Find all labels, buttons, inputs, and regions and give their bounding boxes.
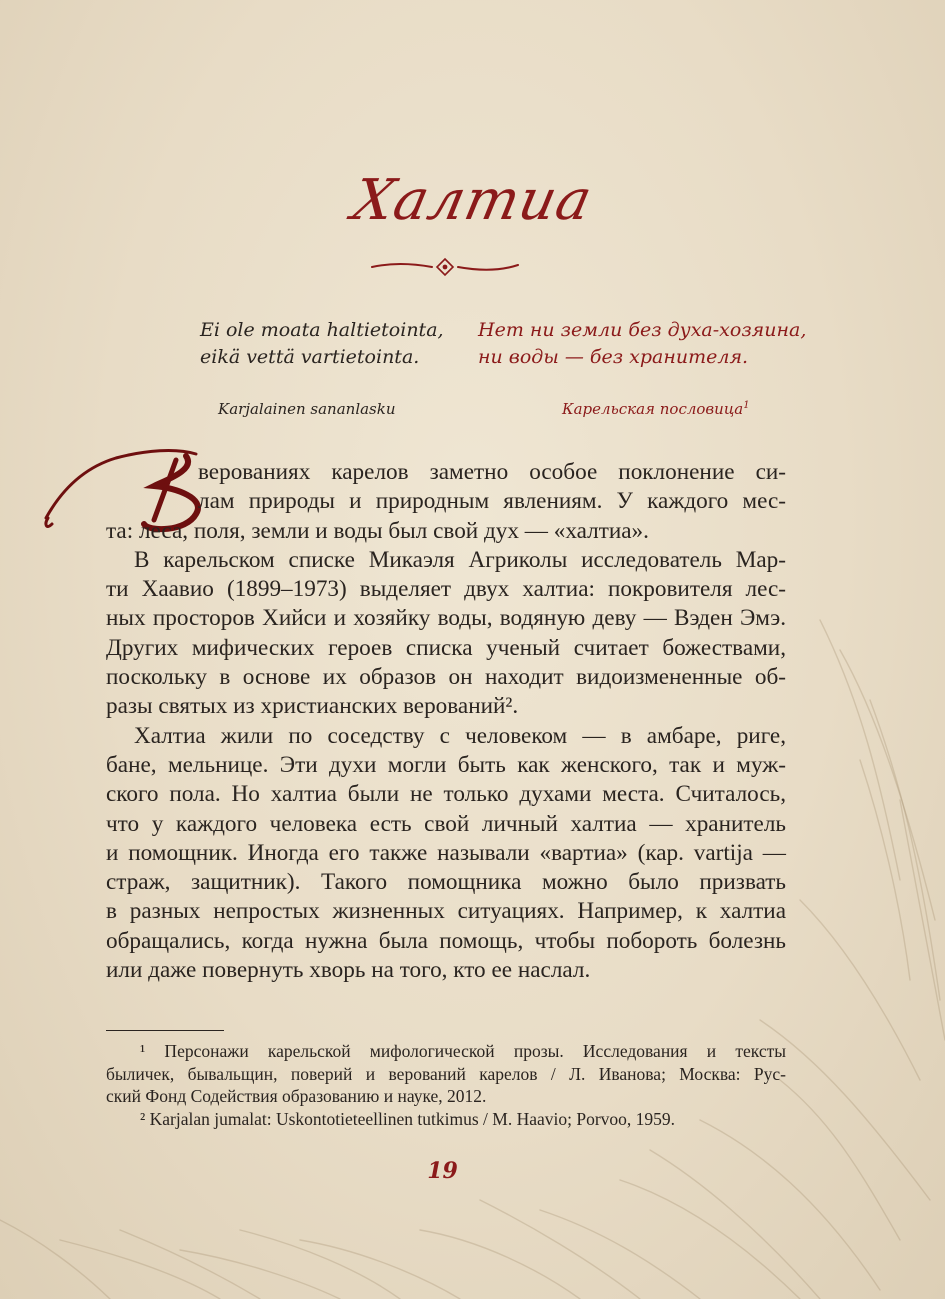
epigraph-finnish xyxy=(200,317,444,371)
paragraph-1 xyxy=(106,458,786,546)
footnote-divider xyxy=(106,1030,224,1031)
p1-line-3: та: леса, поля, земли и воды был свой дух — «халтиа». xyxy=(106,517,649,544)
p3-line-6: страж, защитник). Такого помощника можно было призвать xyxy=(106,869,786,896)
p3-line-3: ского пола. Но халтиа были не только духами места. Считалось, xyxy=(106,781,786,808)
title-ornament xyxy=(370,255,520,279)
epigraph-russian-line1: Нет ни земли без духа-хозяина, xyxy=(478,319,807,341)
footnotes xyxy=(106,1040,786,1130)
epigraph-russian-source xyxy=(562,400,750,418)
p3-line-1: Халтиа жили по соседству с человеком — в амбаре, риге, xyxy=(134,722,786,749)
epigraph-finnish-source: Karjalainen sananlasku xyxy=(218,400,396,418)
p2-line-2: ти Хаавио (1899–1973) выделяет двух халтиа: покровителя лес- xyxy=(106,576,786,603)
footnote-1-line-1: ¹ Персонажи карельской мифологической прозы. Исследования и тексты xyxy=(140,1041,786,1061)
p2-line-1: В карельском списке Микаэля Агриколы исследователь Мар- xyxy=(134,546,786,573)
p2-line-4: Других мифических героев списка ученый считает божествами, xyxy=(106,634,786,661)
p3-line-4: что у каждого человека есть свой личный халтиа — хранитель xyxy=(106,810,786,837)
paragraph-3 xyxy=(106,722,786,986)
page-number: 19 xyxy=(427,1158,458,1184)
epigraph-russian-source-text: Карельская пословица xyxy=(562,400,744,418)
paragraph-2 xyxy=(106,546,786,722)
footnote-marker: 1 xyxy=(743,400,750,411)
p3-line-7: в разных непростых жизненных ситуациях. Например, к халтиа xyxy=(106,898,786,925)
p3-line-5: и помощник. Иногда его также называли «вартиа» (кар. vartija — xyxy=(106,839,786,866)
epigraph-finnish-line2: eikä vettä vartietointa. xyxy=(200,346,420,368)
epigraph-finnish-line1: Ei ole moata haltietointa, xyxy=(200,319,444,341)
p1-line-2: лам природы и природным явлениям. У каждого мес- xyxy=(198,488,786,515)
footnote-2: ² Karjalan jumalat: Uskontotieteellinen tutkimus / M. Haavio; Porvoo, 1959. xyxy=(140,1108,676,1129)
main-text xyxy=(106,458,786,985)
epigraph-russian xyxy=(478,317,806,371)
chapter-title: Халтиа xyxy=(346,168,599,233)
p3-line-9: или даже повернуть хворь на того, кто ее наслал. xyxy=(106,957,591,984)
epigraph-russian-line2: ни воды — без хранителя. xyxy=(478,346,749,368)
footnote-1-line-3: ский Фонд Содействия образованию и науке, 2012. xyxy=(106,1086,487,1106)
p3-line-2: бане, мельнице. Эти духи могли быть как женского, так и муж- xyxy=(106,751,786,778)
p2-line-5: поскольку в основе их образов он находит видоизмененные об- xyxy=(106,664,786,691)
p1-line-1: верованиях карелов заметно особое поклонение си- xyxy=(198,459,786,485)
footnote-1-line-2: быличек, бывальщин, поверий и верований карелов / Л. Иванова; Москва: Рус- xyxy=(106,1063,786,1084)
p3-line-8: обращались, когда нужна была помощь, чтобы побороть болезнь xyxy=(106,927,786,954)
p2-line-3: ных просторов Хийси и хозяйку воды, водяную деву — Вэден Эмэ. xyxy=(106,605,786,632)
p2-line-6: разы святых из христианских верований². xyxy=(106,693,519,720)
